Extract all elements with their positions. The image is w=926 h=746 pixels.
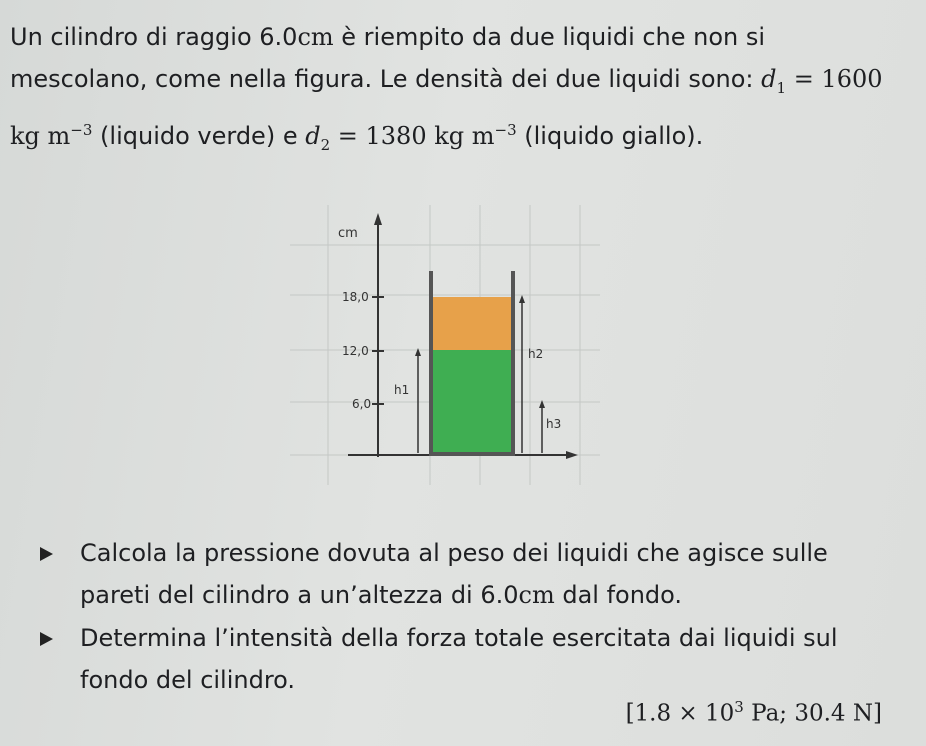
- green-liquid: [433, 350, 511, 452]
- d2-unit: kg m: [426, 121, 495, 150]
- h1-label: h1: [394, 383, 410, 397]
- d2-subscript: 2: [320, 135, 331, 154]
- d1-description: (liquido verde) e: [92, 121, 306, 150]
- d1-subscript: 1: [776, 78, 787, 97]
- question-1-unit: cm: [518, 581, 555, 609]
- intro-text-1: Un cilindro di raggio 6.0: [10, 23, 298, 51]
- answer-unit-n: N]: [845, 700, 882, 727]
- d1-value: = 1600: [786, 65, 883, 93]
- answer-separator: ; 30.4: [779, 700, 846, 727]
- h1-arrow-icon: [415, 348, 421, 356]
- bullet-arrow-icon: [40, 547, 53, 561]
- question-1-text-b: dal fondo.: [554, 581, 683, 609]
- bullet-arrow-icon: [40, 632, 53, 646]
- d1-exponent: −3: [70, 120, 93, 139]
- figure-svg: [290, 205, 600, 485]
- problem-statement: [10, 16, 910, 166]
- tick-label-18: 18,0: [342, 290, 369, 304]
- horizontal-axis-arrow-icon: [566, 451, 578, 459]
- answer-open: [1.8 × 10: [625, 700, 735, 727]
- h2-arrow-icon: [519, 295, 525, 303]
- tick-label-12: 12,0: [342, 344, 369, 358]
- d1-unit: kg m: [10, 121, 71, 150]
- answer-exponent: 3: [734, 698, 744, 716]
- intro-text-2: è riempito da due liquidi che non si mescolano, come nella figura. Le densità dei due liquidi sono:: [10, 23, 766, 93]
- answer: [626, 698, 882, 727]
- h2-label: h2: [528, 347, 544, 361]
- question-2: [80, 617, 900, 701]
- d2-value: = 1380: [330, 121, 427, 150]
- tick-label-6: 6,0: [352, 397, 372, 411]
- axis-unit-label: cm: [338, 226, 358, 241]
- question-1-text-a: Calcola la pressione dovuta al peso dei liquidi che agisce sulle pareti del cilindro a un’altezza di 6.0: [80, 539, 828, 609]
- h3-arrow-icon: [539, 400, 545, 408]
- d2-symbol: d: [305, 121, 321, 150]
- h3-label: h3: [546, 417, 562, 431]
- d2-description: (liquido giallo).: [516, 121, 704, 150]
- cylinder-figure: [290, 205, 600, 485]
- d1-symbol: d: [761, 65, 777, 93]
- question-2-text: Determina l’intensità della forza totale esercitata dai liquidi sul fondo del cilindro.: [80, 624, 838, 694]
- vertical-axis-arrow-icon: [374, 213, 382, 225]
- answer-unit-pa: Pa: [743, 700, 780, 727]
- d2-exponent: −3: [494, 120, 517, 139]
- question-1: [80, 532, 900, 616]
- yellow-liquid: [433, 297, 511, 350]
- unit-cm: cm: [297, 23, 334, 51]
